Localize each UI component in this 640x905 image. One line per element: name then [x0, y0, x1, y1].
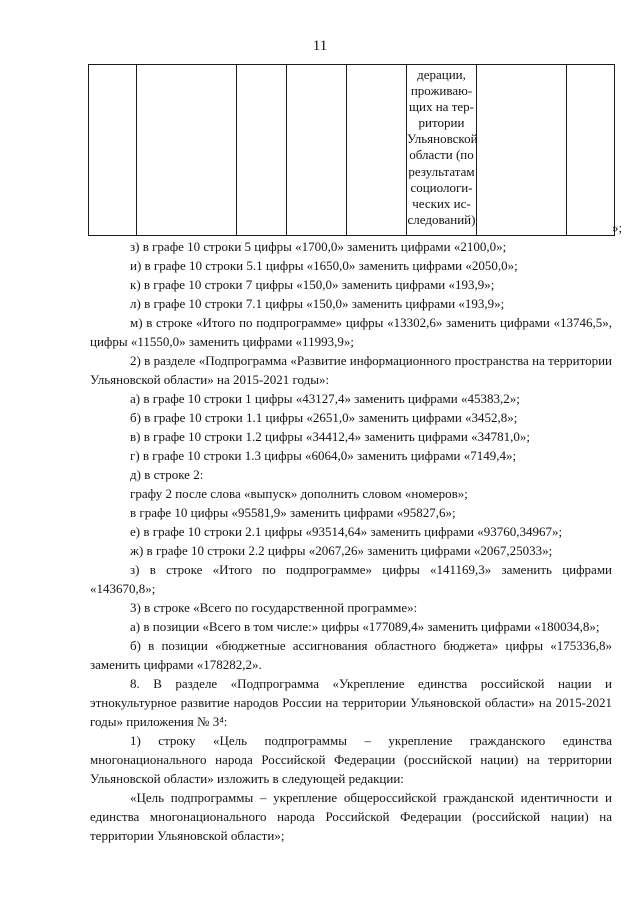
cell-line: проживаю- — [410, 83, 473, 99]
continued-table — [88, 64, 615, 236]
paragraph: з) в графе 10 строки 5 цифры «1700,0» заменить цифрами «2100,0»; — [130, 239, 507, 254]
table-cell — [137, 65, 237, 236]
paragraph: графу 2 после слова «выпуск» дополнить словом «номеров»; — [130, 486, 468, 501]
cell-line: Ульяновской — [407, 131, 478, 147]
paragraph: к) в графе 10 строки 7 цифры «150,0» заменить цифрами «193,9»; — [130, 277, 495, 292]
paragraph: д) в строке 2: — [130, 467, 204, 482]
paragraph: 2) в разделе «Подпрограмма «Развитие информационного пространства на территории Ульяновской области» на 2015-2021 годы»: — [90, 353, 612, 387]
table-cell — [237, 65, 287, 236]
paragraph: ж) в графе 10 строки 2.2 цифры «2067,26» заменить цифрами «2067,25033»; — [130, 543, 553, 558]
paragraph: б) в графе 10 строки 1.1 цифры «2651,0» заменить цифрами «3452,8»; — [130, 410, 518, 425]
table-cell — [477, 65, 567, 236]
paragraph: 8. В разделе «Подпрограмма «Укрепление единства российской нации и этнокультурное развитие народов России на территории Ульяновской области» на 2015-2021 годы» приложения № 3⁴: — [90, 676, 612, 729]
paragraph: «Цель подпрограммы – укрепление общероссийской гражданской идентичности и единства многонационального народа Российской Федерации (российской нации) на территории Ульяновской области»; — [90, 790, 612, 843]
cell-line: социологи- — [410, 179, 473, 195]
paragraph: г) в графе 10 строки 1.3 цифры «6064,0» заменить цифрами «7149,4»; — [130, 448, 517, 463]
paragraph: а) в графе 10 строки 1 цифры «43127,4» заменить цифрами «45383,2»; — [130, 391, 520, 406]
cell-line: щих на тер- — [409, 99, 474, 115]
cell-line: дерации, — [417, 67, 466, 82]
paragraph: а) в позиции «Всего в том числе:» цифры «177089,4» заменить цифрами «180034,8»; — [130, 619, 600, 634]
paragraph: и) в графе 10 строки 5.1 цифры «1650,0» заменить цифрами «2050,0»; — [130, 258, 518, 273]
cell-line: ритории — [418, 115, 465, 131]
table-cell-indicator — [407, 65, 477, 236]
cell-line: результатам — [408, 163, 475, 179]
cell-line: ческих ис- — [412, 195, 471, 211]
indicator-text — [407, 65, 476, 228]
table-closing-quote: »; — [612, 220, 623, 235]
paragraph: з) в строке «Итого по подпрограмме» цифры «141169,3» заменить цифрами «143670,8»; — [90, 562, 612, 596]
page-number: 11 — [312, 38, 328, 54]
table-cell — [567, 65, 615, 236]
paragraph: м) в строке «Итого по подпрограмме» цифры «13302,6» заменить цифрами «13746,5», цифры «11550,0» заменить цифрами «11993,9»; — [90, 315, 612, 349]
paragraph: в) в графе 10 строки 1.2 цифры «34412,4» заменить цифрами «34781,0»; — [130, 429, 530, 444]
table-cell — [89, 65, 137, 236]
cell-line: следований) — [407, 211, 476, 227]
amendment-text — [90, 237, 612, 845]
paragraph: 1) строку «Цель подпрограммы – укрепление гражданского единства многонационального народа Российской Федерации (российской нации) на территории Ульяновской области» изложить в следующей редакции: — [90, 733, 612, 786]
paragraph: б) в позиции «бюджетные ассигнования областного бюджета» цифры «175336,8» заменить цифрами «178282,2». — [90, 638, 612, 672]
table-cell — [287, 65, 347, 236]
paragraph: 3) в строке «Всего по государственной программе»: — [130, 600, 418, 615]
paragraph: е) в графе 10 строки 2.1 цифры «93514,64» заменить цифрами «93760,34967»; — [130, 524, 563, 539]
paragraph: в графе 10 цифры «95581,9» заменить цифрами «95827,6»; — [130, 505, 456, 520]
paragraph: л) в графе 10 строки 7.1 цифры «150,0» заменить цифрами «193,9»; — [130, 296, 505, 311]
cell-line: области (по — [409, 147, 474, 163]
table-cell — [347, 65, 407, 236]
